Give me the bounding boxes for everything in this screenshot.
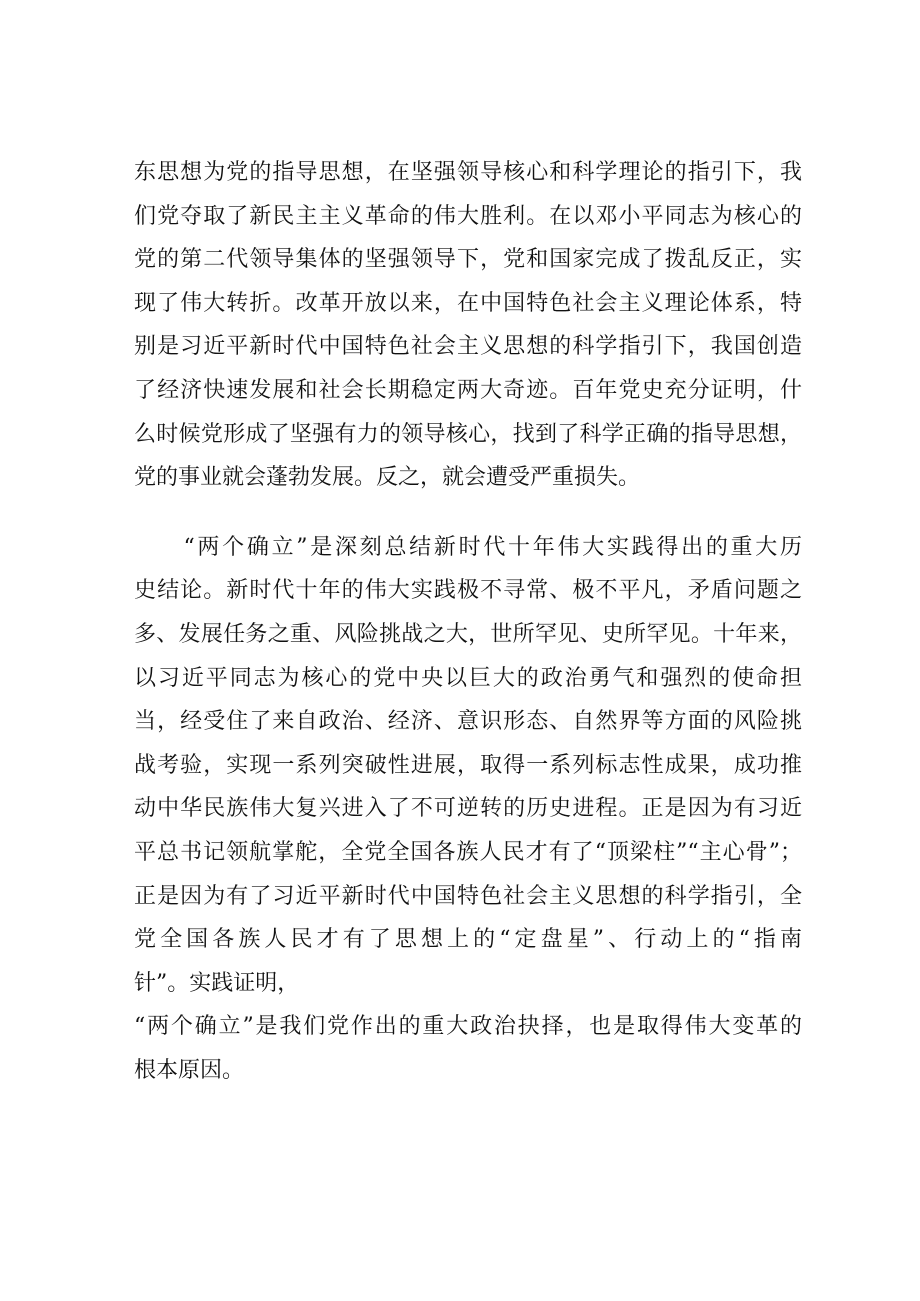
text-line: 党的事业就会蓬勃发展。反之，就会遭受严重损失。 [134, 465, 641, 491]
text-line: 正是因为有了习近平新时代中国特色社会主义思想的科学指引，全 [134, 883, 802, 909]
text-line: 战考验，实现一系列突破性进展，取得一系列标志性成果，成功推 [134, 752, 802, 778]
text-line: 动中华民族伟大复兴进入了不可逆转的历史进程。正是因为有习近 [134, 796, 802, 822]
text-line: 现了伟大转折。改革开放以来，在中国特色社会主义理论体系，特 [134, 290, 802, 316]
text-line: 以习近平同志为核心的党中央以巨大的政治勇气和强烈的使命担 [134, 665, 802, 691]
text-line: “两个确立”是深刻总结新时代十年伟大实践得出的重大历 [134, 534, 802, 560]
text-line: 平总书记领航掌舵，全党全国各族人民才有了“顶梁柱”“主心骨”； [134, 839, 802, 865]
document-page [134, 155, 802, 1096]
paragraph-2 [134, 530, 802, 1097]
text-line: 史结论。新时代十年的伟大实践极不寻常、极不平凡，矛盾问题之 [134, 578, 802, 604]
text-line: 党的第二代领导集体的坚强领导下，党和国家完成了拨乱反正，实 [134, 247, 802, 273]
text-line: 么时候党形成了坚强有力的领导核心，找到了科学正确的指导思想， [134, 421, 802, 447]
text-line: “两个确立”是我们党作出的重大政治抉择，也是取得伟大变革的 [134, 1014, 802, 1040]
text-line: 根本原因。 [134, 1057, 245, 1083]
text-line: 当，经受住了来自政治、经济、意识形态、自然界等方面的风险挑 [134, 709, 802, 735]
paragraph-gap [134, 504, 802, 530]
text-line: 多、发展任务之重、风险挑战之大，世所罕见、史所罕见。十年来， [134, 621, 802, 647]
text-line: 东思想为党的指导思想，在坚强领导核心和科学理论的指引下，我 [134, 160, 802, 185]
text-line: 党全国各族人民才有了思想上的“定盘星”、行动上的“指南 [134, 927, 802, 953]
paragraph-1 [134, 155, 802, 504]
text-line: 们党夺取了新民主主义革命的伟大胜利。在以邓小平同志为核心的 [134, 203, 802, 229]
text-line: 了经济快速发展和社会长期稳定两大奇迹。百年党史充分证明，什 [134, 377, 802, 403]
text-line: 针”。实践证明， [134, 970, 300, 996]
text-line: 别是习近平新时代中国特色社会主义思想的科学指引下，我国创造 [134, 334, 802, 360]
